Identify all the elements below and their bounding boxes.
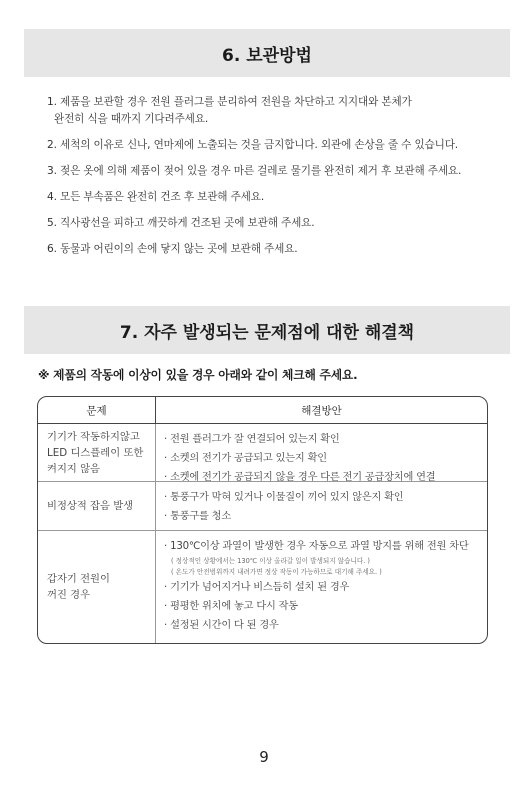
troubleshooting-notice: ※ 제품의 작동에 이상이 있을 경우 아래와 같이 체크해 주세요. xyxy=(38,368,358,382)
table-row xyxy=(38,482,487,531)
list-item xyxy=(47,189,507,206)
problem-text: 비정상적 잡음 발생 xyxy=(47,500,134,512)
solution-cell xyxy=(156,531,487,643)
solution-text: · 전원 플러그가 잘 연결되어 있는지 확인 xyxy=(164,434,340,445)
list-item-text: 4. 모든 부속품은 완전히 건조 후 보관해 주세요. xyxy=(47,191,265,203)
solution-text: · 설정된 시간이 다 된 경우 xyxy=(164,620,279,631)
problem-text: 꺼진 경우 xyxy=(47,589,91,601)
list-item xyxy=(47,163,507,180)
list-item xyxy=(47,137,507,154)
list-item xyxy=(47,94,507,128)
list-item xyxy=(47,215,507,232)
list-item-text: 3. 젖은 옷에 의해 제품이 젖어 있을 경우 마른 걸레로 물기를 완전히 제거 후 보관해 주세요. xyxy=(47,165,462,177)
problem-cell xyxy=(38,531,156,643)
solution-text: · 통풍구가 막혀 있거나 이물질이 끼어 있지 않은지 확인 xyxy=(164,492,404,503)
solution-text: · 평평한 위치에 놓고 다시 작동 xyxy=(164,601,298,612)
section-7-title: 7. 자주 발생되는 문제점에 대한 해결책 xyxy=(119,322,415,343)
solution-note: ( 정상적인 상황에서는 130℃ 이상 올라갈 일이 발생되지 않습니다. ) xyxy=(171,557,370,565)
troubleshooting-table xyxy=(37,396,488,644)
column-header-solution: 해결방안 xyxy=(301,404,342,417)
solution-text: · 통풍구를 청소 xyxy=(164,511,231,522)
solution-cell xyxy=(156,482,487,530)
list-item-text: 6. 동물과 어린이의 손에 닿지 않는 곳에 보관해 주세요. xyxy=(47,243,298,255)
list-item-text-continued: 완전히 식을 때까지 기다려주세요. xyxy=(54,113,209,125)
section-6-title: 6. 보관방법 xyxy=(222,45,312,66)
problem-text: LED 디스플레이 또한 xyxy=(47,446,144,459)
problem-text: 갑자기 전원이 xyxy=(47,573,110,585)
solution-note: ( 온도가 안전범위까지 내려가면 정상 작동이 가능하므로 대기해 주세요. ) xyxy=(171,568,382,576)
solution-text: · 130℃이상 과열이 발생한 경우 자동으로 과열 방지를 위해 전원 차단 xyxy=(164,541,469,552)
list-item-text: 1. 제품을 보관할 경우 전원 플러그를 분리하여 전원을 차단하고 지지대와 본체가 xyxy=(47,96,412,108)
problem-cell xyxy=(38,482,156,530)
table-row xyxy=(38,531,487,643)
list-item xyxy=(47,241,507,258)
list-item-text: 2. 세척의 이유로 신나, 연마제에 노출되는 것을 금지합니다. 외관에 손상을 줄 수 있습니다. xyxy=(47,139,458,151)
storage-instructions-list xyxy=(47,94,507,267)
solution-cell xyxy=(156,424,487,481)
section-7-header xyxy=(24,306,510,354)
problem-text: 기기가 작동하지않고 xyxy=(47,430,140,443)
solution-text: · 소켓에 전기가 공급되지 않을 경우 다른 전기 공급장치에 연결 xyxy=(164,472,436,483)
list-item-text: 5. 직사광선을 피하고 깨끗하게 건조된 곳에 보관해 주세요. xyxy=(47,217,315,229)
solution-text: · 소켓의 전기가 공급되고 있는지 확인 xyxy=(164,453,327,464)
solution-text: · 기기가 넘어지거나 비스듬히 설치 된 경우 xyxy=(164,582,350,593)
problem-cell xyxy=(38,424,156,481)
column-header-problem: 문제 xyxy=(38,397,156,423)
page-number: 9 xyxy=(259,748,269,766)
table-header-row xyxy=(38,397,487,424)
section-6-header xyxy=(24,29,510,77)
problem-text: 켜지지 않음 xyxy=(47,462,101,475)
table-row xyxy=(38,424,487,482)
